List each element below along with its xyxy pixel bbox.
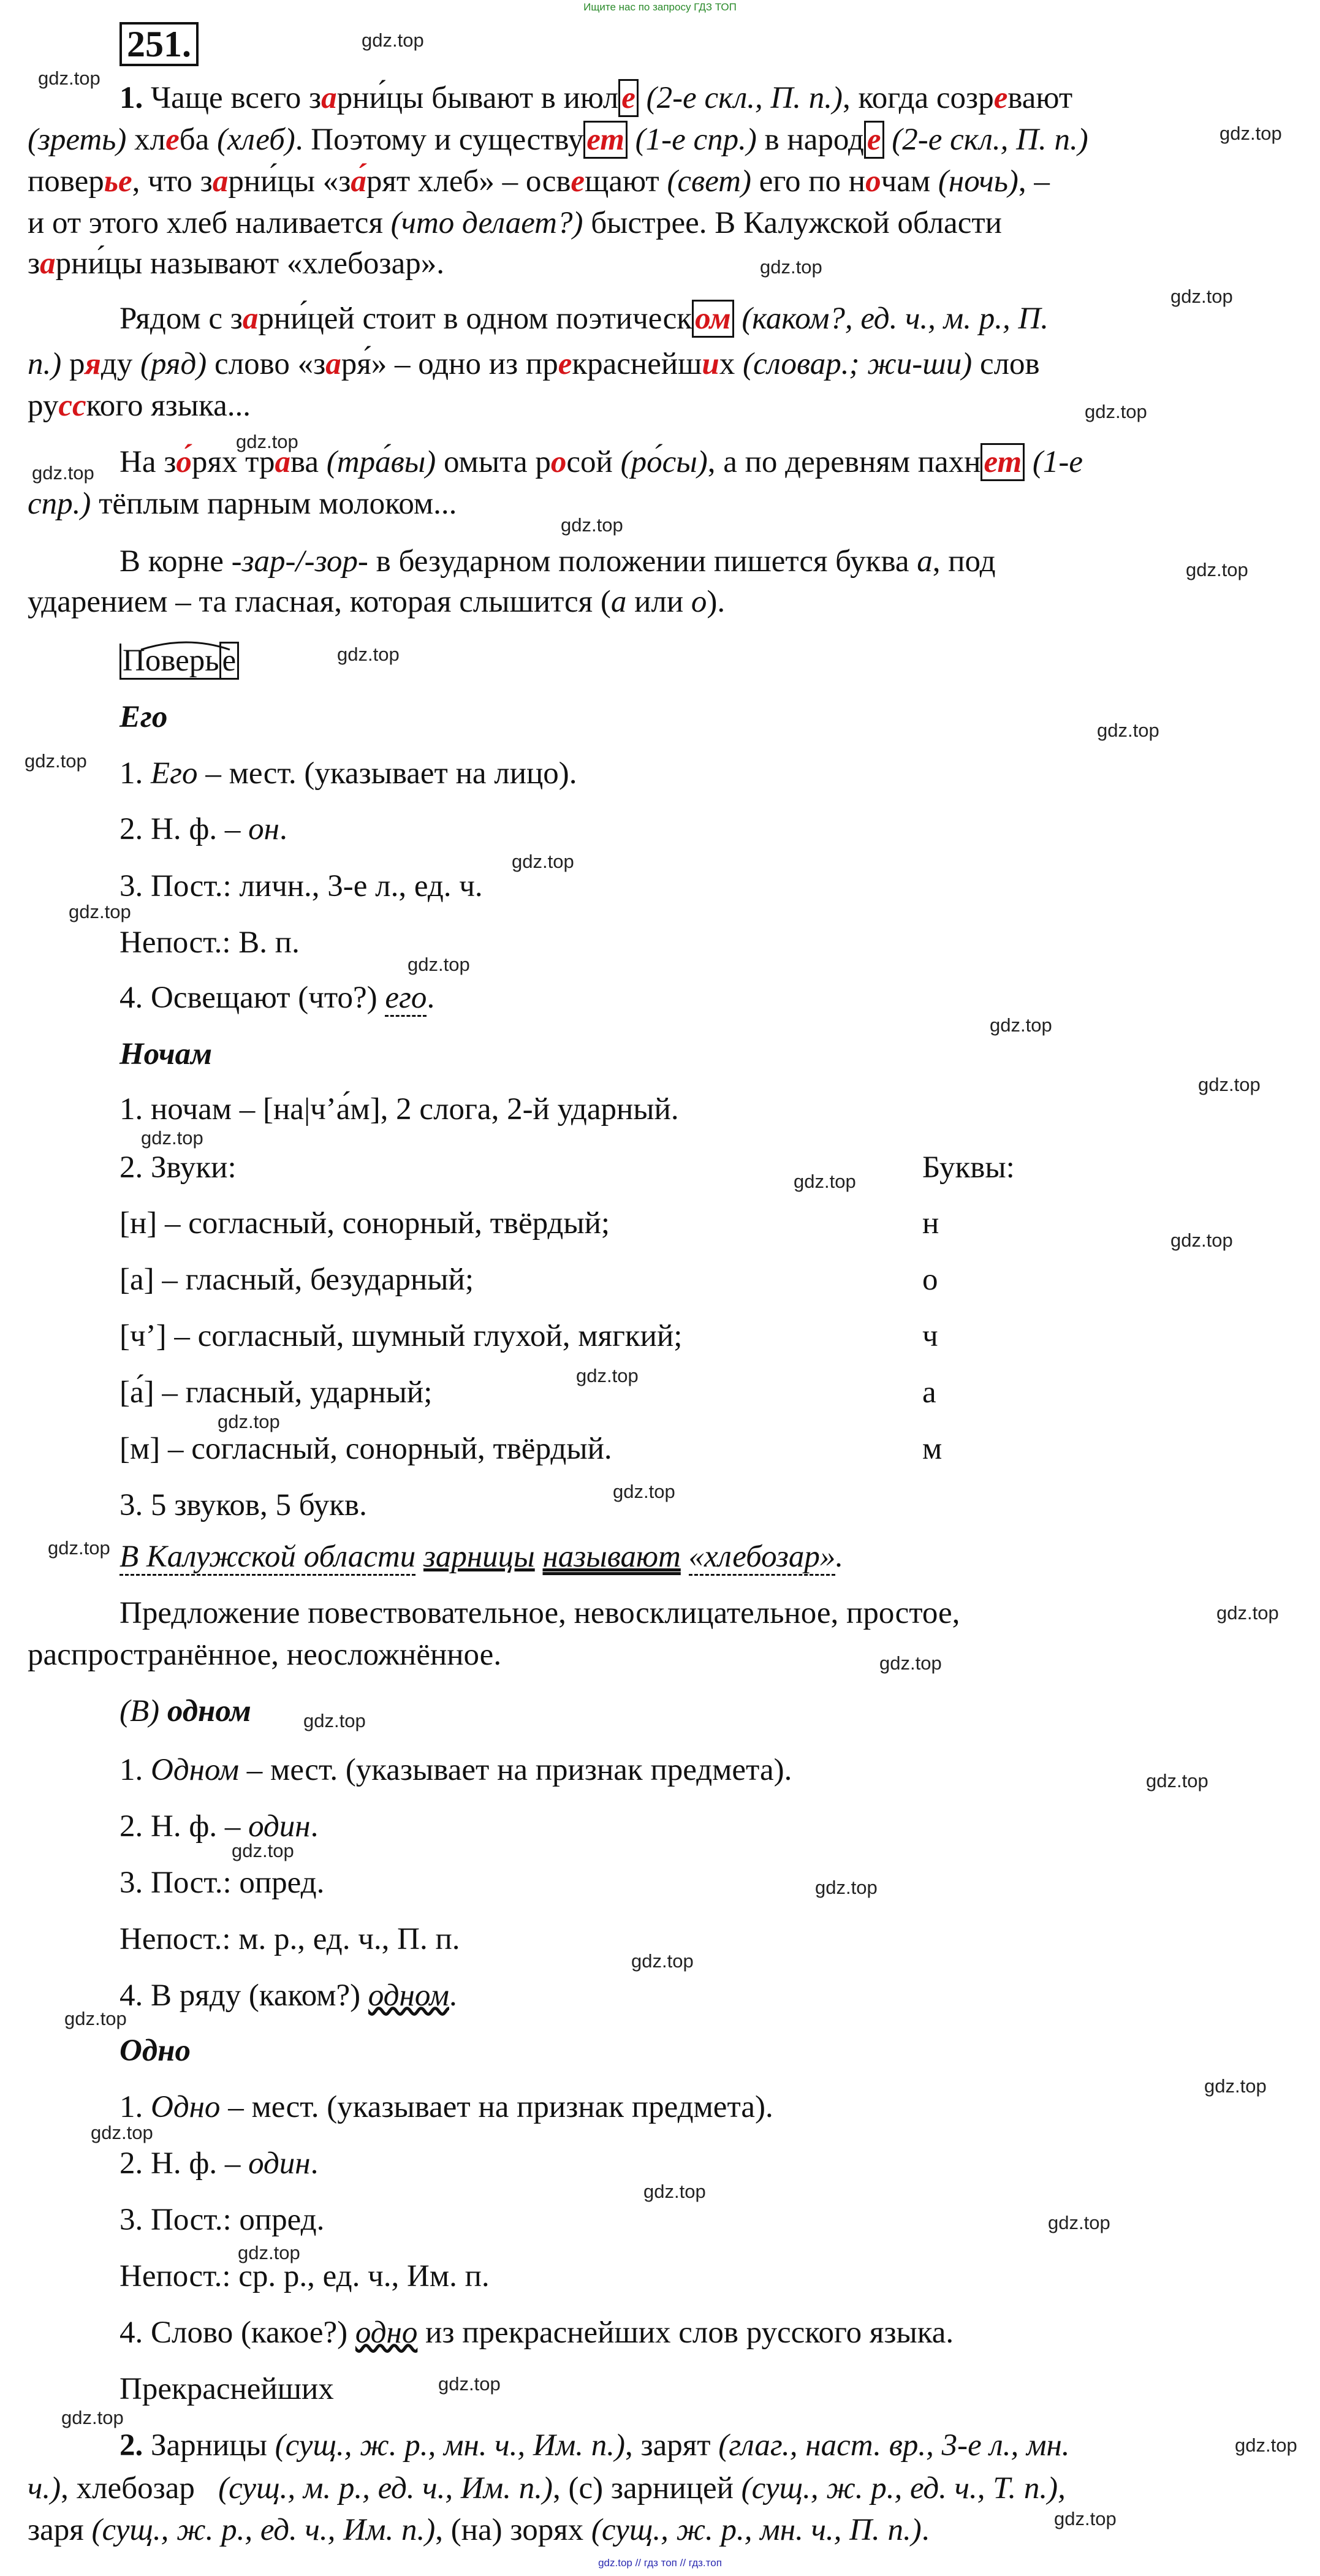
text	[383, 206, 391, 240]
note: (сущ., ж. р., мн. ч., П. п.)	[591, 2513, 922, 2547]
orthogram: а	[325, 347, 341, 381]
note: (тра́вы)	[326, 445, 436, 479]
p5-line3	[28, 2512, 930, 2548]
odno-title: Одно	[119, 2034, 191, 2068]
odno-item5	[119, 2314, 954, 2351]
text: , а по деревням пахн	[707, 445, 981, 479]
text: з	[28, 246, 40, 281]
prekr-word: Прекраснейших	[119, 2372, 334, 2406]
text: и от этого хлеб наливается	[28, 206, 383, 240]
nocham-item1: 1. ночам – [на|ч’а́м], 2 слога, 2-й ударный.	[119, 1092, 679, 1127]
orthogram: и	[702, 347, 719, 381]
text: . Поэтому и существу	[295, 123, 584, 157]
ending-box: ет	[583, 121, 628, 159]
note: (2-е скл., П. п.)	[646, 81, 843, 115]
text: 1.	[119, 756, 151, 791]
note: (словар.; жи-ши)	[743, 347, 973, 381]
watermark: gdz.top	[1085, 401, 1147, 422]
orthogram: а	[40, 246, 56, 281]
orthogram: е	[558, 347, 572, 381]
sentence-desc-2: распространённое, неосложнённое.	[28, 1638, 502, 1672]
text: слово «з	[207, 347, 326, 381]
letter-row-3: ч	[922, 1319, 938, 1353]
odno-item3: 3. Пост.: опред.	[119, 2203, 325, 2237]
text: 4. Слово (какое?)	[119, 2316, 355, 2350]
p1-line5	[28, 245, 444, 282]
p3-line2	[28, 485, 457, 522]
text: – мест. (указывает на признак предмета).	[220, 2090, 773, 2124]
watermark: gdz.top	[48, 1537, 110, 1559]
orthogram: а	[321, 81, 337, 115]
text: вают	[1007, 81, 1073, 115]
watermark: gdz.top	[236, 431, 298, 452]
ending-box: е	[219, 642, 240, 680]
text: ва	[290, 445, 327, 479]
text: или	[626, 585, 691, 619]
watermark: gdz.top	[1219, 123, 1282, 144]
text: , (на) зорях	[435, 2513, 591, 2547]
ego-item5	[119, 979, 434, 1016]
text: , под	[932, 544, 996, 579]
text	[734, 302, 742, 336]
watermark: gdz.top	[232, 1840, 294, 1861]
text: Рядом с з	[119, 302, 243, 336]
note: один	[248, 2146, 311, 2181]
text: р	[61, 347, 85, 381]
text: .	[449, 1978, 457, 2013]
nocham-title: Ночам	[119, 1037, 213, 1071]
odnom-item4: Непост.: м. р., ед. ч., П. п.	[119, 1922, 460, 1956]
text: Чаще всего з	[143, 81, 322, 115]
note: (ро́сы)	[620, 445, 708, 479]
text: рни́цей стоит в одном поэтическ	[258, 302, 692, 336]
text: в народ	[756, 123, 864, 157]
note: (2-е скл., П. п.)	[892, 123, 1088, 157]
p1-line1	[119, 80, 1072, 116]
note: (сущ., ж. р., ед. ч., Им. п.)	[91, 2513, 436, 2547]
text: одном	[167, 1694, 251, 1728]
text: 4. В ряду (каком?)	[119, 1978, 368, 2013]
note: ч.)	[28, 2471, 61, 2506]
text: ба	[179, 123, 218, 157]
text: , когда созр	[843, 81, 994, 115]
note: п.)	[28, 347, 62, 381]
text: , хлебозар	[61, 2471, 219, 2506]
p2-line2	[28, 346, 1040, 382]
note: Одно	[151, 2090, 221, 2124]
text: повер	[28, 164, 104, 199]
ending-box: е	[864, 121, 884, 159]
orthogram: о	[550, 445, 567, 479]
orthogram: сс	[58, 389, 86, 423]
note: (1-е	[1032, 445, 1083, 479]
note: (сущ., ж. р., ед. ч., Т. п.),	[741, 2471, 1066, 2506]
note: он	[248, 812, 279, 846]
watermark: gdz.top	[1235, 2434, 1297, 2456]
text: 1.	[119, 2090, 151, 2124]
text: ду	[101, 347, 140, 381]
text: рни́цы «з	[228, 164, 351, 199]
watermark: gdz.top	[408, 954, 470, 975]
text: .	[835, 1540, 844, 1574]
text: 2. Н. ф. –	[119, 1809, 249, 1844]
odnom-item1	[119, 1752, 792, 1788]
text: заря	[28, 2513, 92, 2547]
sound-row-1: [н] – согласный, сонорный, твёрдый;	[119, 1206, 610, 1241]
orthogram: е	[165, 123, 180, 157]
text: краснейш	[572, 347, 702, 381]
watermark: gdz.top	[1170, 1229, 1233, 1251]
ego-item2	[119, 811, 287, 848]
text	[884, 123, 892, 157]
orthogram: о́	[176, 445, 192, 479]
note: (хлеб)	[217, 123, 295, 157]
watermark: gdz.top	[141, 1127, 203, 1149]
orthogram: а	[275, 445, 290, 479]
ego-item1	[119, 755, 577, 792]
orthogram: е	[571, 164, 585, 199]
text: его по н	[751, 164, 866, 199]
watermark: gdz.top	[815, 1877, 878, 1898]
watermark: gdz.top	[1216, 1602, 1279, 1624]
task-number: 251.	[119, 22, 199, 66]
p5-line2	[28, 2470, 1066, 2507]
letter-row-4: а	[922, 1375, 936, 1410]
note: (свет)	[667, 164, 751, 199]
adverbial: В Калужской области	[119, 1540, 415, 1576]
watermark: gdz.top	[64, 2008, 127, 2029]
text: – мест. (указывает на признак предмета).	[239, 1753, 792, 1787]
watermark: gdz.top	[303, 1710, 366, 1731]
text: .	[310, 1809, 319, 1844]
watermark: gdz.top	[1204, 2075, 1267, 2097]
root-arc	[138, 637, 236, 652]
orthogram: е	[993, 81, 1008, 115]
note: (сущ., м. р., ед. ч., Им. п.)	[218, 2471, 553, 2506]
p4-line2	[28, 583, 725, 620]
watermark: gdz.top	[1146, 1770, 1208, 1791]
note: Его	[151, 756, 198, 791]
ending-box: е	[618, 79, 639, 117]
ending-box: ет	[981, 443, 1025, 481]
watermark: gdz.top	[576, 1365, 639, 1386]
odno-item1	[119, 2089, 773, 2126]
text: , –	[1018, 164, 1050, 199]
watermark: gdz.top	[337, 644, 400, 665]
text: рни́цы называют «хлебозар».	[55, 246, 444, 281]
text: .	[279, 812, 287, 846]
text: быстрее. В Калужской области	[583, 206, 1002, 240]
text: , зарят	[624, 2428, 719, 2463]
letter-row-1: н	[922, 1206, 939, 1241]
watermark: gdz.top	[561, 514, 623, 536]
sound-row-2: [а] – гласный, безударный;	[119, 1263, 474, 1297]
watermark: gdz.top	[760, 256, 822, 278]
note: (каком?, ед. ч., м. р., П.	[742, 302, 1049, 336]
text: , (с) зарницей	[552, 2471, 742, 2506]
note: спр.)	[28, 487, 91, 521]
watermark: gdz.top	[38, 67, 101, 89]
watermark: gdz.top	[1186, 559, 1248, 580]
note: Одном	[151, 1753, 240, 1787]
odno-item2	[119, 2145, 318, 2182]
text: х	[719, 347, 743, 381]
odnom-title	[119, 1693, 251, 1730]
note: (глаг., наст. вр., 3-е л., мн.	[718, 2428, 1070, 2463]
watermark: gdz.top	[218, 1411, 280, 1432]
watermark: gdz.top	[990, 1014, 1052, 1036]
sentence-parse	[119, 1538, 843, 1575]
note: (ночь)	[938, 164, 1018, 199]
watermark: gdz.top	[32, 462, 94, 484]
p2-line1	[119, 300, 1049, 337]
task-part-1: 1.	[119, 81, 143, 115]
text: В корне	[119, 544, 232, 579]
text: ).	[707, 585, 726, 619]
watermark: gdz.top	[1054, 2508, 1117, 2529]
attribute-word: одном	[368, 1978, 449, 2013]
text	[1025, 445, 1033, 479]
note: о	[691, 585, 707, 619]
orthogram: ье	[104, 164, 132, 199]
nocham-item2: 2. Звуки:	[119, 1150, 237, 1185]
odno-item4: Непост.: ср. р., ед. ч., Им. п.	[119, 2259, 490, 2293]
top-note: Ищите нас по запросу ГДЗ ТОП	[583, 1, 737, 13]
text: – мест. (указывает на лицо).	[197, 756, 577, 791]
text: рях тр	[191, 445, 275, 479]
letter-row-2: о	[922, 1263, 938, 1297]
watermark: gdz.top	[1198, 1074, 1261, 1095]
text: ру	[28, 389, 59, 423]
ego-item4: Непост.: В. п.	[119, 925, 300, 960]
watermark: gdz.top	[512, 851, 574, 872]
watermark: gdz.top	[1048, 2212, 1110, 2233]
letters-header: Буквы:	[922, 1150, 1015, 1185]
subject: зарницы	[423, 1540, 535, 1574]
predicate: называют	[542, 1540, 681, 1574]
note: (сущ., ж. р., мн. ч., Им. п.)	[275, 2428, 625, 2463]
odnom-item3: 3. Пост.: опред.	[119, 1866, 325, 1900]
orthogram: а	[212, 164, 229, 199]
text: хл	[126, 123, 166, 157]
stem: Поверь	[119, 644, 219, 680]
text: На з	[119, 445, 176, 479]
text: .	[427, 981, 435, 1015]
note: (ряд)	[140, 347, 207, 381]
text: 1.	[119, 1753, 151, 1787]
orthogram: я	[85, 347, 101, 381]
sound-row-5: [м] – согласный, сонорный, твёрдый.	[119, 1432, 612, 1466]
text: из прекраснейших слов русского языка.	[417, 2316, 954, 2350]
text: ударением – та гласная, которая слышится (	[28, 585, 611, 619]
text: кого языка...	[86, 389, 251, 423]
p1-line3	[28, 163, 1050, 200]
p2-line3	[28, 387, 251, 424]
watermark: gdz.top	[25, 750, 87, 772]
watermark: gdz.top	[631, 1950, 694, 1972]
watermark: gdz.top	[643, 2181, 706, 2202]
note: (зреть)	[28, 123, 127, 157]
object-word: его	[385, 981, 427, 1017]
text: тёплым парным молоком...	[91, 487, 457, 521]
text: Зарницы	[143, 2428, 275, 2463]
text: 4. Освещают (что?)	[119, 981, 385, 1015]
nocham-item3: 3. 5 звуков, 5 букв.	[119, 1488, 367, 1522]
odnom-item5	[119, 1977, 457, 2014]
watermark: gdz.top	[238, 2242, 300, 2263]
note: (что делает?)	[390, 206, 583, 240]
p4-line1	[119, 543, 996, 580]
text: .	[310, 2146, 319, 2181]
note: а	[610, 585, 627, 619]
odnom-item2	[119, 1808, 318, 1845]
watermark: gdz.top	[613, 1481, 675, 1502]
text: чам	[881, 164, 938, 199]
sound-row-4: [а́] – гласный, ударный;	[119, 1375, 433, 1410]
letter-row-5: м	[922, 1432, 943, 1466]
ego-title: Его	[119, 700, 168, 734]
watermark: gdz.top	[69, 901, 131, 922]
text: 2. Н. ф. –	[119, 812, 249, 846]
text: рни́цы бывают в июл	[336, 81, 619, 115]
watermark: gdz.top	[362, 29, 424, 51]
bottom-note: gdz.top // гдз топ // гдз.топ	[598, 2557, 722, 2569]
task-part-2: 2.	[119, 2428, 143, 2463]
watermark: gdz.top	[879, 1652, 942, 1674]
text: слов	[972, 347, 1040, 381]
orthogram: о	[865, 164, 881, 199]
text: щают	[585, 164, 667, 199]
text: в безударном положении пишется буква	[368, 544, 917, 579]
watermark: gdz.top	[91, 2122, 153, 2143]
note: один	[248, 1809, 311, 1844]
text: , что з	[132, 164, 213, 199]
text	[628, 123, 635, 157]
watermark: gdz.top	[1097, 720, 1159, 741]
note: (1-е спр.)	[635, 123, 757, 157]
object: «хлебозар»	[689, 1540, 836, 1576]
text	[639, 81, 647, 115]
text: омыта р	[436, 445, 551, 479]
p1-line4	[28, 205, 1002, 241]
p5-line1	[119, 2427, 1070, 2464]
watermark: gdz.top	[794, 1171, 856, 1192]
note: а	[917, 544, 933, 579]
text: .	[921, 2513, 930, 2547]
text: ря́» – одно из пр	[341, 347, 558, 381]
text: сой	[566, 445, 621, 479]
text: рят хлеб» – осв	[366, 164, 571, 199]
ego-item3: 3. Пост.: личн., 3-е л., ед. ч.	[119, 869, 483, 903]
text: (В)	[119, 1694, 167, 1728]
p1-line2	[28, 121, 1088, 158]
sentence-desc-1: Предложение повествовательное, невосклицательное, простое,	[119, 1596, 960, 1630]
watermark: gdz.top	[438, 2373, 501, 2395]
attribute-word: одно	[355, 2316, 418, 2350]
watermark: gdz.top	[61, 2407, 124, 2428]
watermark: gdz.top	[1170, 286, 1233, 307]
orthogram: а	[242, 302, 259, 336]
orthogram: а́	[351, 164, 366, 199]
note: -зар-/-зор-	[231, 544, 368, 579]
text: 2. Н. ф. –	[119, 2146, 249, 2181]
ending-box: ом	[692, 300, 734, 338]
sound-row-3: [ч’] – согласный, шумный глухой, мягкий;	[119, 1319, 683, 1353]
